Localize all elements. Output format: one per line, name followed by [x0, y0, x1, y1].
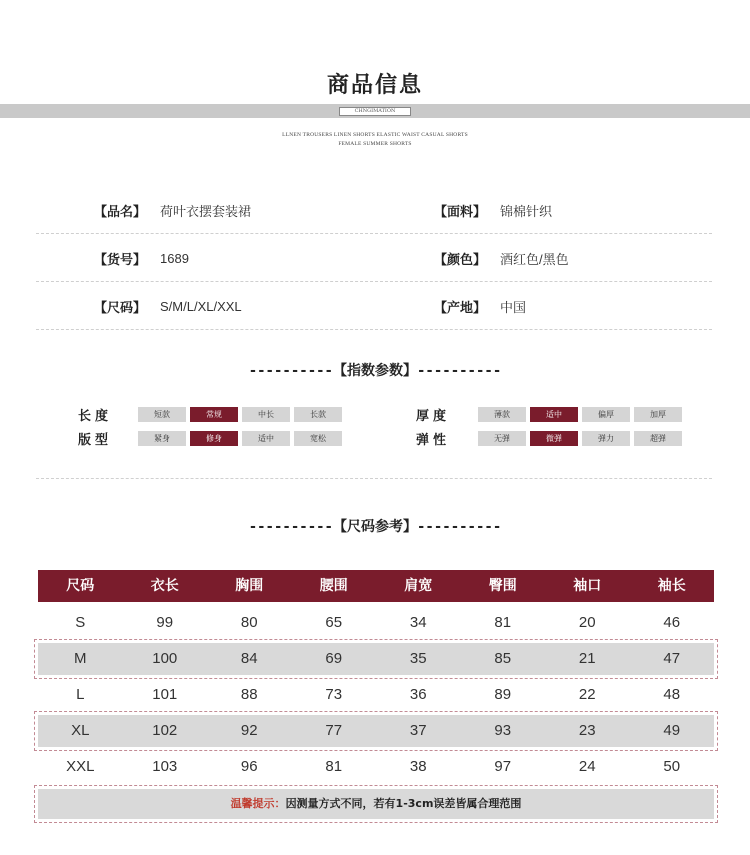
- header-cell: 衣长: [150, 578, 179, 594]
- table-row: [38, 751, 714, 783]
- header-cell: 袖口: [573, 578, 602, 594]
- info-item-sku: [94, 234, 189, 282]
- option-pill-selected: 常规: [190, 407, 238, 422]
- header-cell: 臀围: [488, 578, 517, 594]
- option-pill-selected: 适中: [530, 407, 578, 422]
- info-key: 【尺码】: [94, 300, 147, 316]
- table-cell: 88: [240, 686, 258, 703]
- section-heading-size: ----------【尺码参考】----------: [248, 519, 502, 535]
- info-value: 锦棉针织: [500, 203, 553, 219]
- page-title: 商品信息: [326, 72, 423, 98]
- table-cell: 80: [240, 614, 258, 631]
- info-key: 【货号】: [94, 252, 147, 268]
- table-cell: 34: [409, 614, 427, 631]
- table-cell: 48: [663, 686, 681, 703]
- info-value: 中国: [500, 299, 527, 315]
- info-key: 【面料】: [434, 204, 487, 220]
- info-key: 【品名】: [94, 204, 147, 220]
- table-cell: 50: [663, 758, 681, 775]
- table-cell: 103: [152, 758, 178, 775]
- option-pill-selected: 微弹: [530, 431, 578, 446]
- metric-options-fit: [138, 431, 342, 446]
- info-row-2: [36, 234, 712, 282]
- option-pill-selected: 修身: [190, 431, 238, 446]
- table-cell: XL: [71, 722, 90, 739]
- metric-options-thickness: [478, 407, 682, 422]
- table-cell: 22: [578, 686, 596, 703]
- measurement-note: [38, 789, 714, 819]
- subtitle-line-1: LLNEN TROUSERS LINEN SHORTS ELASTIC WAIST CASUAL SHORTS: [282, 132, 468, 138]
- metric-options-length: [138, 407, 342, 422]
- info-item-color: [434, 234, 569, 282]
- info-item-fabric: [434, 186, 552, 234]
- divider: [36, 478, 712, 479]
- table-cell: 93: [494, 722, 512, 739]
- option-pill: 紧身: [138, 431, 186, 446]
- note-message: 因测量方式不同，若有1-3cm误差皆属合理范围: [285, 797, 522, 810]
- info-value: S/M/L/XL/XXL: [160, 298, 242, 314]
- header-cell: 胸围: [235, 578, 264, 594]
- table-cell: 37: [409, 722, 427, 739]
- info-value: 荷叶衣摆套装裙: [160, 203, 252, 219]
- table-cell: 38: [409, 758, 427, 775]
- metric-options-elasticity: [478, 431, 682, 446]
- option-pill: 宽松: [294, 431, 342, 446]
- table-cell: 85: [494, 650, 512, 667]
- table-cell: 84: [240, 650, 258, 667]
- option-pill: 超弹: [634, 431, 682, 446]
- option-pill: 短款: [138, 407, 186, 422]
- option-pill: 中长: [242, 407, 290, 422]
- info-key: 【产地】: [434, 300, 487, 316]
- info-row-1: [36, 186, 712, 234]
- table-cell: 89: [494, 686, 512, 703]
- metric-label-thickness: 厚度: [416, 409, 451, 424]
- table-cell: 102: [152, 722, 178, 739]
- table-cell: 46: [663, 614, 681, 631]
- section-heading-index: ----------【指数参数】----------: [248, 363, 502, 379]
- option-pill: 适中: [242, 431, 290, 446]
- option-pill: 无弹: [478, 431, 526, 446]
- size-table-header: [38, 570, 714, 602]
- option-pill: 加厚: [634, 407, 682, 422]
- info-value: 酒红色/黑色: [500, 251, 569, 267]
- table-row: [38, 715, 714, 747]
- table-cell: 97: [494, 758, 512, 775]
- metric-label-length: 长度: [78, 409, 113, 424]
- table-cell: 100: [152, 650, 178, 667]
- table-cell: 21: [578, 650, 596, 667]
- metric-label-fit: 版型: [78, 433, 113, 448]
- option-pill: 弹力: [582, 431, 630, 446]
- table-row: [38, 643, 714, 675]
- header-cell: 肩宽: [404, 578, 433, 594]
- table-cell: 99: [156, 614, 174, 631]
- option-pill: 薄款: [478, 407, 526, 422]
- table-cell: M: [74, 650, 87, 667]
- table-cell: 77: [325, 722, 343, 739]
- option-pill: 偏厚: [582, 407, 630, 422]
- subtitle: [0, 131, 750, 149]
- table-cell: L: [76, 686, 85, 703]
- table-cell: 65: [325, 614, 343, 631]
- header-cell: 袖长: [657, 578, 686, 594]
- info-item-size: [94, 282, 242, 330]
- info-key: 【颜色】: [434, 252, 487, 268]
- table-cell: 35: [409, 650, 427, 667]
- table-cell: 81: [325, 758, 343, 775]
- info-value: 1689: [160, 250, 189, 266]
- table-cell: 73: [325, 686, 343, 703]
- info-item-origin: [434, 282, 526, 330]
- table-cell: 81: [494, 614, 512, 631]
- info-row-3: [36, 282, 712, 330]
- table-cell: 24: [578, 758, 596, 775]
- table-cell: 101: [152, 686, 178, 703]
- option-pill: 长款: [294, 407, 342, 422]
- header-cell: 尺码: [66, 578, 95, 594]
- table-cell: 36: [409, 686, 427, 703]
- table-row: [38, 607, 714, 639]
- table-cell: 47: [663, 650, 681, 667]
- subtitle-line-2: FEMALE SUMMER SHORTS: [338, 141, 412, 147]
- band-label: CHNGIMATION: [339, 107, 411, 116]
- header-cell: 腰围: [319, 578, 348, 594]
- table-cell: 92: [240, 722, 258, 739]
- metric-label-elasticity: 弹性: [416, 433, 451, 448]
- table-cell: S: [75, 614, 86, 631]
- note-warning-label: 温馨提示：: [230, 797, 286, 810]
- table-cell: 23: [578, 722, 596, 739]
- table-row: [38, 679, 714, 711]
- table-cell: 20: [578, 614, 596, 631]
- table-cell: 69: [325, 650, 343, 667]
- table-cell: 49: [663, 722, 681, 739]
- table-cell: XXL: [66, 758, 95, 775]
- info-item-name: [94, 186, 251, 234]
- table-cell: 96: [240, 758, 258, 775]
